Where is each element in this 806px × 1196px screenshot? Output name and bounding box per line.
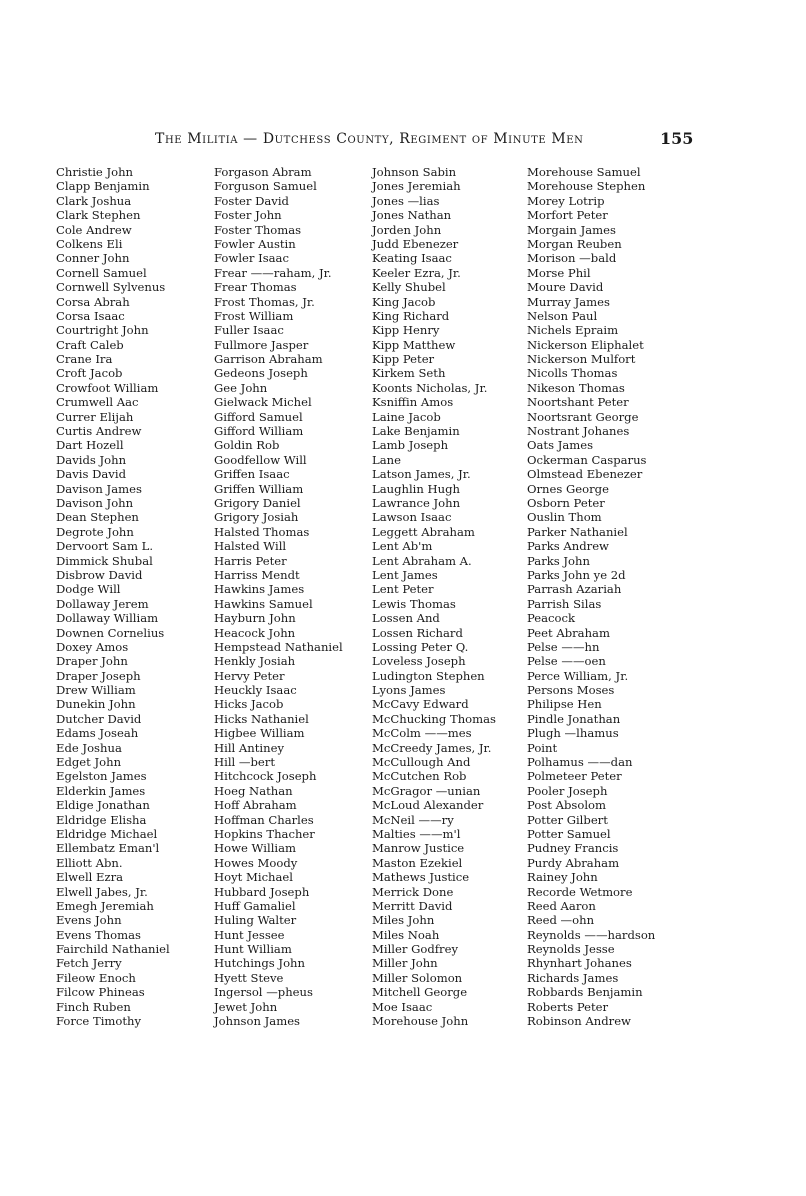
roster-name: Fileow Enoch [56, 970, 136, 985]
roster-name: Leggett Abraham [372, 524, 475, 539]
roster-name: Nikeson Thomas [527, 380, 625, 395]
roster-name: Nickerson Mulfort [527, 352, 636, 367]
roster-name: Draper Joseph [56, 668, 141, 683]
roster-name: McNeil ——ry [372, 812, 454, 827]
roster-name: Rainey John [527, 870, 598, 885]
roster-name: Courtright John [56, 323, 149, 338]
roster-name: Foster John [214, 208, 282, 223]
roster-name: Dimmick Shubal [56, 553, 153, 568]
roster-name: Ouslin Thom [527, 510, 602, 525]
roster-name: Foster David [214, 193, 289, 208]
roster-name: Lewis Thomas [372, 596, 456, 611]
roster-name: Lane [372, 452, 401, 467]
roster-name: Filcow Phineas [56, 985, 145, 1000]
roster-name: Potter Samuel [527, 826, 611, 841]
roster-name: Hawkins Samuel [214, 596, 313, 611]
roster-name: Parrish Silas [527, 596, 602, 611]
roster-name: Miles Noah [372, 927, 440, 942]
roster-name: Hill Antiney [214, 740, 285, 755]
roster-name: Craft Caleb [56, 337, 124, 352]
roster-name: Hawkins James [214, 582, 305, 597]
roster-name: Hunt William [214, 942, 292, 957]
roster-name: Miller Solomon [372, 970, 463, 985]
roster-name: Lyons James [372, 683, 446, 698]
roster-name: Lossing Peter Q. [372, 639, 469, 654]
roster-name: Reed —ohn [527, 913, 595, 928]
roster-name: Olmstead Ebenezer [527, 467, 643, 482]
roster-name: Noortshant Peter [527, 395, 629, 410]
roster-name: Jewet John [214, 999, 278, 1014]
roster-name: Parker Nathaniel [527, 524, 628, 539]
roster-name: Disbrow David [56, 567, 143, 582]
roster-name: Morehouse John [372, 1014, 469, 1029]
roster-name: Davis David [56, 467, 126, 482]
roster-name: Crumwell Aac [56, 395, 139, 410]
roster-name: Cornwell Sylvenus [56, 280, 166, 295]
roster-name: Edget John [56, 755, 122, 770]
roster-name: Dollaway William [56, 611, 159, 626]
roster-name: Rhynhart Johanes [527, 956, 632, 971]
roster-name: Miles John [372, 913, 435, 928]
roster-name: Doxey Amos [56, 639, 129, 654]
roster-name: Dean Stephen [56, 510, 139, 525]
roster-name: Robbards Benjamin [527, 985, 643, 1000]
roster-name: Lossen And [372, 611, 440, 626]
roster-name: Davison James [56, 481, 142, 496]
roster-name: Conner John [56, 251, 130, 266]
roster-name: Hicks Nathaniel [214, 711, 309, 726]
roster-name: King Richard [372, 308, 450, 323]
roster-name: Hitchcock Joseph [214, 769, 317, 784]
roster-name: Lossen Richard [372, 625, 463, 640]
roster-name: Hutchings John [214, 956, 305, 971]
roster-name: Merritt David [372, 898, 453, 913]
roster-name: Peacock [527, 611, 576, 626]
roster-name: Pooler Joseph [527, 783, 608, 798]
roster-name: Goodfellow Will [214, 452, 307, 467]
roster-name: Parks John ye 2d [527, 567, 626, 582]
roster-name: Hyett Steve [214, 970, 284, 985]
roster-name: Cornell Samuel [56, 265, 147, 280]
roster-name: Miller Godfrey [372, 942, 458, 957]
roster-name: Pindle Jonathan [527, 711, 621, 726]
roster-name: Fetch Jerry [56, 956, 122, 971]
roster-name: Clark Stephen [56, 208, 141, 223]
roster-name: Heacock John [214, 625, 296, 640]
roster-name: Edams Joseah [56, 726, 139, 741]
roster-name: Philipse Hen [527, 697, 602, 712]
roster-name: Nickerson Eliphalet [527, 337, 644, 352]
name-column-2 [214, 165, 343, 1028]
roster-name: McColm ——mes [372, 726, 472, 741]
roster-name: Croft Jacob [56, 366, 123, 381]
roster-name: Egelston James [56, 769, 147, 784]
roster-name: Huff Gamaliel [214, 898, 296, 913]
roster-name: Johnson James [214, 1014, 301, 1029]
roster-name: Dollaway Jerem [56, 596, 149, 611]
roster-name: Morehouse Samuel [527, 165, 641, 179]
roster-name: Laughlin Hugh [372, 481, 461, 496]
roster-name: Hill —bert [214, 755, 275, 770]
roster-name: Judd Ebenezer [372, 236, 459, 251]
roster-name: Murray James [527, 294, 610, 309]
roster-name: Gifford Samuel [214, 409, 303, 424]
roster-name: Fuller Isaac [214, 323, 284, 338]
roster-name: Dutcher David [56, 711, 142, 726]
roster-name: Manrow Justice [372, 841, 465, 856]
roster-name: Harris Peter [214, 553, 287, 568]
roster-name: Hempstead Nathaniel [214, 639, 343, 654]
roster-name: Fowler Austin [214, 236, 296, 251]
roster-name: McCutchen Rob [372, 769, 467, 784]
roster-name: Halsted Thomas [214, 524, 310, 539]
roster-name: Griffen Isaac [214, 467, 290, 482]
roster-name: Henkly Josiah [214, 654, 296, 669]
roster-name: Eldridge Elisha [56, 812, 147, 827]
roster-name: Christie John [56, 165, 134, 179]
roster-name: Kelly Shubel [372, 280, 446, 295]
roster-name: Elderkin James [56, 783, 146, 798]
roster-name: Davison John [56, 495, 134, 510]
roster-name: Keeler Ezra, Jr. [372, 265, 461, 280]
roster-name: Kipp Henry [372, 323, 440, 338]
roster-name: Gee John [214, 380, 268, 395]
roster-name: Harriss Mendt [214, 567, 300, 582]
roster-name: Fairchild Nathaniel [56, 942, 170, 957]
roster-name: Mathews Justice [372, 870, 470, 885]
roster-name: Frear ——raham, Jr. [214, 265, 332, 280]
roster-name: Dart Hozell [56, 438, 124, 453]
roster-name: Richards James [527, 970, 619, 985]
roster-name: Post Absolom [527, 798, 607, 813]
roster-name: Persons Moses [527, 683, 615, 698]
roster-name: Pelse ——hn [527, 639, 600, 654]
roster-name: McLoud Alexander [372, 798, 484, 813]
roster-name: Dodge Will [56, 582, 121, 597]
roster-name: Downen Cornelius [56, 625, 165, 640]
roster-name: Hubbard Joseph [214, 884, 310, 899]
roster-name: Laine Jacob [372, 409, 441, 424]
roster-name: Clapp Benjamin [56, 179, 150, 194]
roster-name: Kirkem Seth [372, 366, 446, 381]
roster-name: Potter Gilbert [527, 812, 608, 827]
roster-name: Perce William, Jr. [527, 668, 629, 683]
roster-name: Jones Jeremiah [372, 179, 461, 194]
roster-name: Hayburn John [214, 611, 296, 626]
roster-name: Emegh Jeremiah [56, 898, 154, 913]
roster-name: Morehouse Stephen [527, 179, 646, 194]
roster-name: Eldridge Michael [56, 826, 158, 841]
roster-name: Davids John [56, 452, 127, 467]
roster-name: Jones Nathan [372, 208, 452, 223]
roster-name: Parks Andrew [527, 539, 609, 554]
roster-name: Lent Abraham A. [372, 553, 472, 568]
roster-name: Fowler Isaac [214, 251, 289, 266]
roster-name: Corsa Isaac [56, 308, 125, 323]
roster-name: Merrick Done [372, 884, 454, 899]
roster-name: Elliott Abn. [56, 855, 123, 870]
roster-name: Hoyt Michael [214, 870, 294, 885]
roster-name: Moe Isaac [372, 999, 433, 1014]
roster-name: Jones —lias [372, 193, 440, 208]
roster-name: Nichels Epraim [527, 323, 619, 338]
roster-name: Moure David [527, 280, 604, 295]
roster-name: Gielwack Michel [214, 395, 312, 410]
roster-name: Parrash Azariah [527, 582, 622, 597]
roster-name: Robinson Andrew [527, 1014, 631, 1029]
roster-name: Frost William [214, 308, 294, 323]
roster-name: Pudney Francis [527, 841, 619, 856]
roster-name: Fullmore Jasper [214, 337, 309, 352]
roster-name: Hicks Jacob [214, 697, 284, 712]
roster-name: Ingersol —pheus [214, 985, 313, 1000]
roster-name: Finch Ruben [56, 999, 131, 1014]
name-column-3 [372, 165, 496, 1028]
page-title: The Militia — Dutchess County, Regiment of Minute Men [155, 131, 584, 147]
roster-name: Currer Elijah [56, 409, 134, 424]
roster-name: Nostrant Johanes [527, 424, 630, 439]
roster-name: Ede Joshua [56, 740, 122, 755]
roster-name: Polhamus ——dan [527, 755, 633, 770]
roster-name: Hoffman Charles [214, 812, 314, 827]
roster-name: Forgason Abram [214, 165, 312, 179]
roster-name: Johnson Sabin [372, 165, 457, 179]
roster-name: Corsa Abrah [56, 294, 130, 309]
roster-name: Forguson Samuel [214, 179, 317, 194]
roster-name: Reed Aaron [527, 898, 596, 913]
roster-name: McCullough And [372, 755, 471, 770]
name-column-4 [527, 165, 655, 1028]
roster-name: Jorden John [372, 222, 442, 237]
roster-name: Recorde Wetmore [527, 884, 633, 899]
roster-name: Clark Joshua [56, 193, 132, 208]
roster-name: Morey Lotrip [527, 193, 605, 208]
name-column-1 [56, 165, 170, 1028]
roster-name: Morgain James [527, 222, 616, 237]
roster-name: Crane Ira [56, 352, 113, 367]
roster-name: Pelse ——oen [527, 654, 606, 669]
roster-name: Maston Ezekiel [372, 855, 463, 870]
roster-name: Morison —bald [527, 251, 617, 266]
roster-name: Mitchell George [372, 985, 468, 1000]
roster-name: Nicolls Thomas [527, 366, 618, 381]
roster-name: Polmeteer Peter [527, 769, 622, 784]
roster-name: Reynolds ——hardson [527, 927, 656, 942]
roster-name: Hoeg Nathan [214, 783, 293, 798]
roster-name: Morse Phil [527, 265, 591, 280]
roster-name: Osborn Peter [527, 495, 605, 510]
roster-name: Lent Peter [372, 582, 434, 597]
roster-name: Dervoort Sam L. [56, 539, 154, 554]
roster-name: Reynolds Jesse [527, 942, 615, 957]
roster-name: Gifford William [214, 424, 304, 439]
roster-name: Garrison Abraham [214, 352, 323, 367]
roster-name: Elwell Ezra [56, 870, 124, 885]
roster-name: Howes Moody [214, 855, 298, 870]
roster-name: Evens John [56, 913, 122, 928]
roster-name: Peet Abraham [527, 625, 610, 640]
roster-name: Gedeons Joseph [214, 366, 308, 381]
roster-name: Hervy Peter [214, 668, 285, 683]
roster-name: Ornes George [527, 481, 609, 496]
roster-name: Latson James, Jr. [372, 467, 471, 482]
roster-name: Howe William [214, 841, 297, 856]
roster-name: Dunekin John [56, 697, 136, 712]
roster-name: Lent James [372, 567, 438, 582]
roster-name: Grigory Daniel [214, 495, 301, 510]
roster-name: Lamb Joseph [372, 438, 449, 453]
roster-name: Griffen William [214, 481, 304, 496]
roster-name: Lawson Isaac [372, 510, 452, 525]
roster-name: Curtis Andrew [56, 424, 142, 439]
roster-name: McGragor —unian [372, 783, 481, 798]
running-header [0, 128, 806, 158]
roster-name: Kipp Matthew [372, 337, 456, 352]
roster-name: King Jacob [372, 294, 436, 309]
roster-name: Point [527, 740, 558, 755]
roster-name: Frost Thomas, Jr. [214, 294, 315, 309]
roster-name: Ellembatz Eman'l [56, 841, 160, 856]
roster-name: Grigory Josiah [214, 510, 299, 525]
roster-name: Ksniffin Amos [372, 395, 454, 410]
roster-name: Plugh —lhamus [527, 726, 619, 741]
roster-name: Crowfoot William [56, 380, 159, 395]
roster-name: Nelson Paul [527, 308, 598, 323]
roster-name: Colkens Eli [56, 236, 123, 251]
roster-name: Keating Isaac [372, 251, 452, 266]
roster-name: Noortsrant George [527, 409, 639, 424]
roster-name: McChucking Thomas [372, 711, 497, 726]
roster-name: Purdy Abraham [527, 855, 620, 870]
roster-name: Hoff Abraham [214, 798, 297, 813]
roster-name: Heuckly Isaac [214, 683, 297, 698]
roster-name: Lake Benjamin [372, 424, 460, 439]
roster-name: Hopkins Thacher [214, 826, 315, 841]
roster-name: Loveless Joseph [372, 654, 466, 669]
roster-name: Foster Thomas [214, 222, 302, 237]
roster-name: McCavy Edward [372, 697, 469, 712]
roster-name: Oats James [527, 438, 594, 453]
roster-name: Morgan Reuben [527, 236, 622, 251]
roster-name: Degrote John [56, 524, 134, 539]
roster-name: Drew William [56, 683, 136, 698]
roster-name: Morfort Peter [527, 208, 608, 223]
roster-name: Parks John [527, 553, 590, 568]
roster-name: Malties ——m'l [372, 826, 461, 841]
roster-name: Hunt Jessee [214, 927, 285, 942]
roster-name: Eldige Jonathan [56, 798, 150, 813]
roster-name: Huling Walter [214, 913, 297, 928]
roster-name: Ludington Stephen [372, 668, 485, 683]
roster-name: Frear Thomas [214, 280, 297, 295]
roster-name: McCreedy James, Jr. [372, 740, 492, 755]
roster-name: Force Timothy [56, 1014, 142, 1029]
roster-name: Ockerman Casparus [527, 452, 647, 467]
roster-name: Miller John [372, 956, 438, 971]
roster-name: Cole Andrew [56, 222, 132, 237]
roster-name: Higbee William [214, 726, 305, 741]
page-number: 155 [660, 129, 694, 148]
roster-name: Lent Ab'm [372, 539, 433, 554]
roster-name: Lawrance John [372, 495, 461, 510]
roster-name: Halsted Will [214, 539, 287, 554]
roster-name: Roberts Peter [527, 999, 609, 1014]
roster-name: Goldin Rob [214, 438, 280, 453]
roster-name: Koonts Nicholas, Jr. [372, 380, 488, 395]
roster-name: Draper John [56, 654, 128, 669]
roster-name: Kipp Peter [372, 352, 435, 367]
roster-name: Evens Thomas [56, 927, 142, 942]
roster-name: Elwell Jabes, Jr. [56, 884, 148, 899]
